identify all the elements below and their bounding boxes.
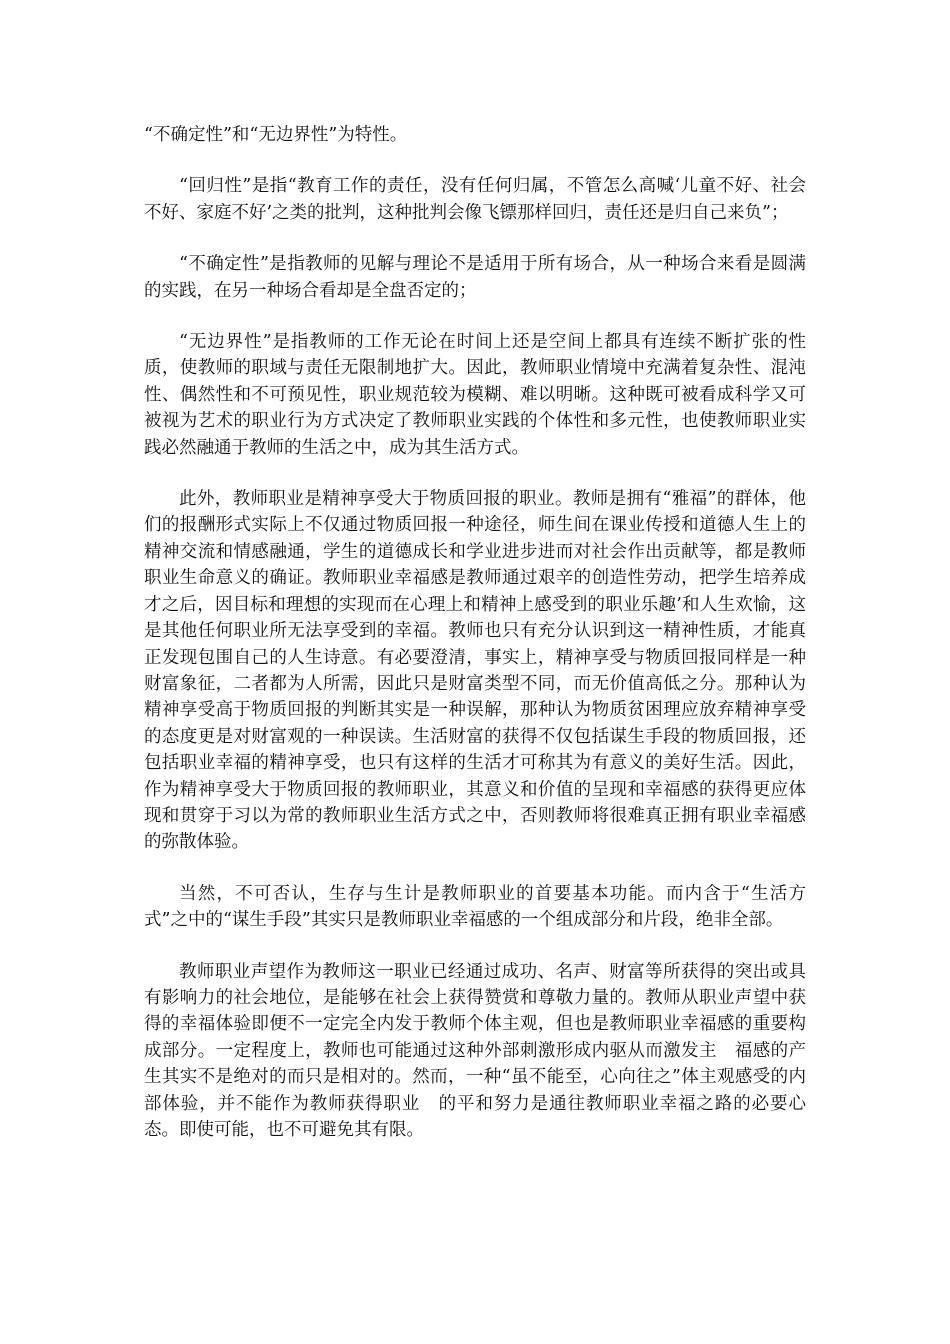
document-body	[144, 122, 806, 1168]
paragraph-continuation: “不确定性”和“无边界性”为特性。	[144, 125, 408, 145]
paragraph-boundlessness: “无边界性”是指教师的工作无论在时间上还是空间上都具有连续不断扩张的性质，使教师的职域与责任无限制地扩大。因此，教师职业情境中充满着复杂性、混沌性、偶然性和不可预见性，职业规范较为模糊、难以明晰。这种既可被看成科学又可被视为艺术的职业行为方式决定了教师职业实践的个体性和多元性，也使教师职业实践必然融通于教师的生活之中，成为其生活方式。	[144, 332, 806, 458]
paragraph-prestige: 教师职业声望作为教师这一职业已经通过成功、名声、财富等所获得的突出或具有影响力的社会地位，是能够在社会上获得赞赏和尊敬力量的。教师从职业声望中获得的幸福体验即便不一定完全内发于教师个体主观，但也是教师职业幸福感的重要构成部分。一定程度上，教师也可能通过这种外部刺激形成内驱从而激发主 福感的产生其实不是绝对的而只是相对的。然而，一种“虽不能至，心向往之”体主观感受的内部体验，并不能作为教师获得职业 的平和努力是通往教师职业幸福之路的必要心态。即使可能，也不可避免其有限。	[144, 961, 806, 1140]
paragraph-uncertainty: “不确定性”是指教师的见解与理论不是适用于所有场合，从一种场合来看是圆满的实践，在另一种场合看却是全盘否定的；	[144, 254, 806, 301]
paragraph-livelihood: 当然，不可否认，生存与生计是教师职业的首要基本功能。而内含于“生活方式”之中的“谋生手段”其实只是教师职业幸福感的一个组成部分和片段，绝非全部。	[144, 883, 806, 931]
paragraph-regression: “回归性”是指“教育工作的责任，没有任何归属，不管怎么高喊‘儿童不好、社会不好、家庭不好’之类的批判，这种批判会像飞镖那样回归，责任还是归自己来负”；	[144, 176, 806, 223]
paragraph-spiritual-enjoyment: 此外，教师职业是精神享受大于物质回报的职业。教师是拥有“雅福”的群体，他们的报酬形式实际上不仅通过物质回报一种途径，师生间在课业传授和道德人生上的精神交流和情感融通，学生的道德成长和学业进步进而对社会作出贡献等，都是教师职业生命意义的确证。教师职业幸福感是教师通过艰辛的创造性劳动，把学生培养成才之后，因目标和理想的实现而在心理上和精神上感受到的职业乐趣’和人生欢愉，这是其他任何职业所无法享受到的幸福。教师也只有充分认识到这一精神性质，才能真正发现包围自己的人生诗意。有必要澄清，事实上，精神享受与物质回报同样是一种财富象征，二者都为人所需，因此只是财富类型不同，而无价值高低之分。那种认为精神享受高于物质回报的判断其实是一种误解，那种认为物质贫困理应放弃精神享受的态度更是对财富观的一种误读。生活财富的获得不仅包括谋生手段的物质回报，还包括职业幸福的精神享受，也只有这样的生活才可称其为有意义的美好生活。因此，作为精神享受大于物质回报的教师职业，其意义和价值的呈现和幸福感的获得更应体现和贯穿于习以为常的教师职业生活方式之中，否则教师将很难真正拥有职业幸福感的弥散体验。	[144, 489, 806, 853]
